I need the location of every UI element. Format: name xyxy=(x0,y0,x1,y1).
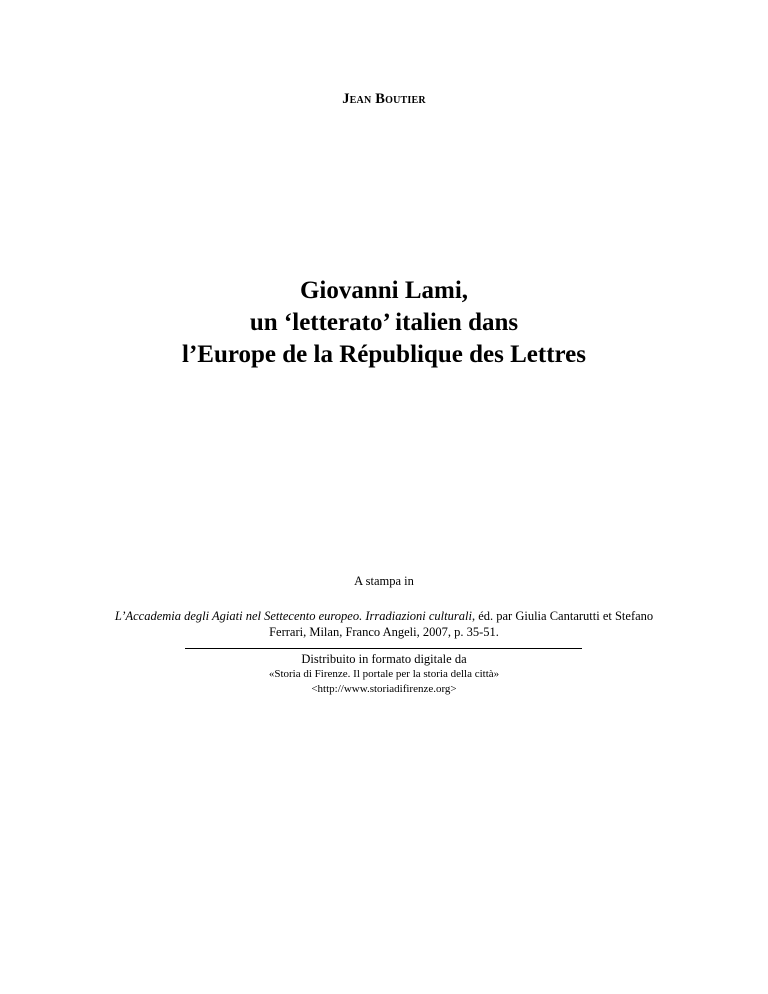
print-source-label: A stampa in xyxy=(354,574,414,588)
title-line-3: l’Europe de la République des Lettres xyxy=(182,341,586,368)
document-title xyxy=(0,275,768,371)
distribution-note xyxy=(0,652,768,697)
citation-book-title: L’Accademia degli Agiati nel Settecento europeo. Irradiazioni culturali xyxy=(114,609,472,623)
distribution-portal-name: «Storia di Firenze. Il portale per la storia della città» xyxy=(268,668,500,680)
citation-line-2: Ferrari, Milan, Franco Angeli, 2007, p. 35-51. xyxy=(269,625,499,639)
citation-line-1 xyxy=(100,608,668,624)
title-line-1: Giovanni Lami, xyxy=(299,277,469,304)
citation-editors: , éd. par Giulia Cantarutti et Stefano xyxy=(471,609,654,623)
separator-rule xyxy=(185,648,582,649)
distribution-url: <http://www.storiadifirenze.org> xyxy=(311,683,457,695)
author-name: Jean Boutier xyxy=(342,91,426,107)
title-line-2: un ‘letterato’ italien dans xyxy=(249,309,519,336)
distribution-line-1: Distribuito in formato digitale da xyxy=(301,652,467,666)
citation xyxy=(100,608,668,640)
